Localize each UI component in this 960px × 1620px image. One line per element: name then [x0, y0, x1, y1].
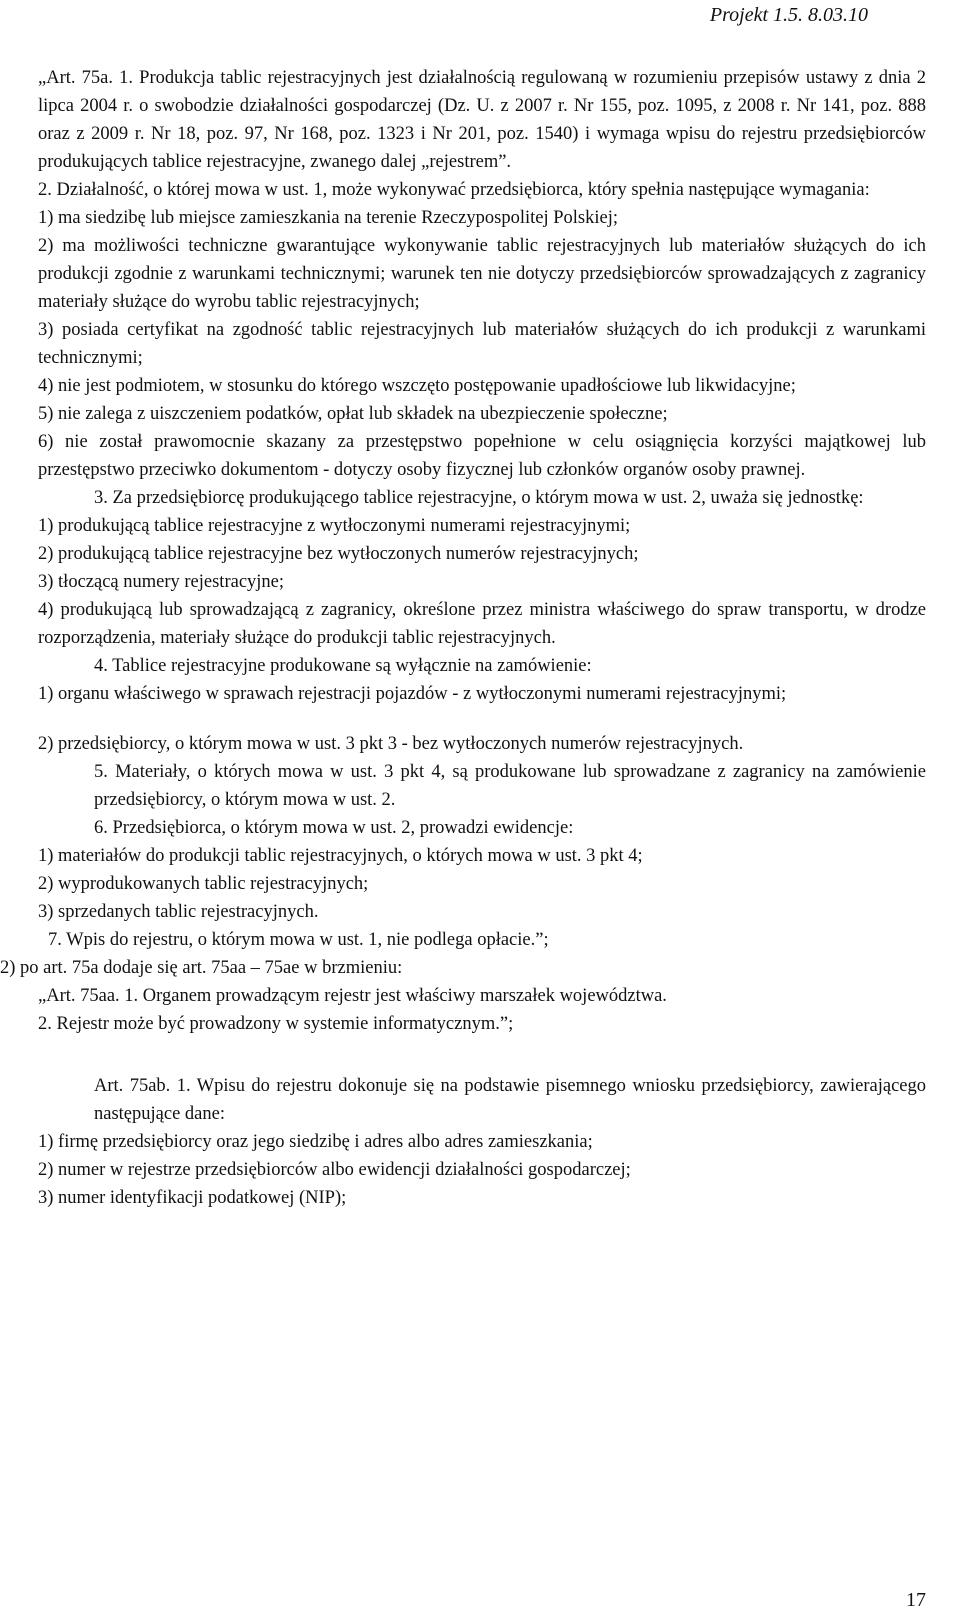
list-item: 1) organu właściwego w sprawach rejestracji pojazdów - z wytłoczonymi numerami rejestracyjnymi;	[38, 684, 787, 704]
list-item: 2) wyprodukowanych tablic rejestracyjnych;	[38, 874, 369, 894]
list-item: 1) firmę przedsiębiorcy oraz jego siedzibę i adres albo adres zamieszkania;	[38, 1132, 593, 1152]
page-number: 17	[906, 1589, 926, 1611]
paragraph-ust-2: 2. Działalność, o której mowa w ust. 1, może wykonywać przedsiębiorca, który spełnia następujące wymagania:	[38, 180, 870, 200]
list-item: 5) nie zalega z uiszczeniem podatków, opłat lub składek na ubezpieczenie społeczne;	[38, 404, 668, 424]
paragraph-ust-5: 5. Materiały, o których mowa w ust. 3 pkt 4, są produkowane lub sprowadzane z zagranicy na zamówienie przedsiębiorcy, o którym mowa w ust. 2.	[94, 762, 926, 810]
paragraph-ust-4: 4. Tablice rejestracyjne produkowane są wyłącznie na zamówienie:	[94, 656, 592, 676]
paragraph-ust-7: 7. Wpis do rejestru, o którym mowa w ust. 1, nie podlega opłacie.”;	[48, 930, 549, 950]
list-item: 2) ma możliwości techniczne gwarantujące wykonywanie tablic rejestracyjnych lub materiałów służących do ich produkcji zgodnie z warunkami technicznymi; warunek ten nie dotyczy przedsiębiorców sprowadzających z zagranicy materiały służące do wyrobu tablic rejestracyjnych;	[38, 236, 926, 312]
paragraph-ust-3: 3. Za przedsiębiorcę produkującego tablice rejestracyjne, o którym mowa w ust. 2, uważa się jednostkę:	[94, 488, 864, 508]
list-item: 1) materiałów do produkcji tablic rejestracyjnych, o których mowa w ust. 3 pkt 4;	[38, 846, 643, 866]
paragraph-art-75ab: Art. 75ab. 1. Wpisu do rejestru dokonuje się na podstawie pisemnego wniosku przedsiębiorcy, zawierającego następujące dane:	[94, 1076, 926, 1124]
list-item: 4) nie jest podmiotem, w stosunku do którego wszczęto postępowanie upadłościowe lub likwidacyjne;	[38, 376, 796, 396]
list-item: 6) nie został prawomocnie skazany za przestępstwo popełnione w celu osiągnięcia korzyści majątkowej lub przestępstwo przeciwko dokumentom - dotyczy osoby fizycznej lub członków organów osoby prawnej.	[38, 432, 926, 480]
paragraph-art-75a-1: „Art. 75a. 1. Produkcja tablic rejestracyjnych jest działalnością regulowaną w rozumieniu przepisów ustawy z dnia 2 lipca 2004 r. o swobodzie działalności gospodarczej (Dz. U. z 2007 r. Nr 155, poz. 1095, z 2008 r. Nr 141, poz. 888 oraz z 2009 r. Nr 18, poz. 97, Nr 168, poz. 1323 i Nr 201, poz. 1540) i wymaga wpisu do rejestru przedsiębiorców produkujących tablice rejestracyjne, zwanego dalej „rejestrem”.	[38, 68, 926, 172]
paragraph-ust-6: 6. Przedsiębiorca, o którym mowa w ust. 2, prowadzi ewidencje:	[94, 818, 574, 838]
list-item: 3) tłoczącą numery rejestracyjne;	[38, 572, 285, 592]
list-item: 2) produkującą tablice rejestracyjne bez wytłoczonych numerów rejestracyjnych;	[38, 544, 639, 564]
list-item: 2) numer w rejestrze przedsiębiorców albo ewidencji działalności gospodarczej;	[38, 1160, 631, 1180]
list-item: 1) produkującą tablice rejestracyjne z wytłoczonymi numerami rejestracyjnymi;	[38, 516, 631, 536]
project-header: Projekt 1.5. 8.03.10	[709, 4, 868, 26]
list-item: 3) sprzedanych tablic rejestracyjnych.	[38, 902, 319, 922]
list-item: 3) posiada certyfikat na zgodność tablic rejestracyjnych lub materiałów służących do ich produkcji z warunkami technicznymi;	[38, 320, 926, 368]
list-item: 2) przedsiębiorcy, o którym mowa w ust. 3 pkt 3 - bez wytłoczonych numerów rejestracyjnych.	[38, 734, 744, 754]
list-item: 3) numer identyfikacji podatkowej (NIP);	[38, 1188, 347, 1208]
document-body	[0, 64, 926, 1212]
paragraph-art-75aa-2: 2. Rejestr może być prowadzony w systemie informatycznym.”;	[38, 1014, 514, 1034]
paragraph-art-75aa: „Art. 75aa. 1. Organem prowadzącym rejestr jest właściwy marszałek województwa.	[38, 986, 667, 1006]
list-item: 1) ma siedzibę lub miejsce zamieszkania na terenie Rzeczypospolitej Polskiej;	[38, 208, 618, 228]
paragraph-point-2: 2) po art. 75a dodaje się art. 75aa – 75ae w brzmieniu:	[0, 958, 403, 978]
list-item: 4) produkującą lub sprowadzającą z zagranicy, określone przez ministra właściwego do spraw transportu, w drodze rozporządzenia, materiały służące do produkcji tablic rejestracyjnych.	[38, 600, 926, 648]
